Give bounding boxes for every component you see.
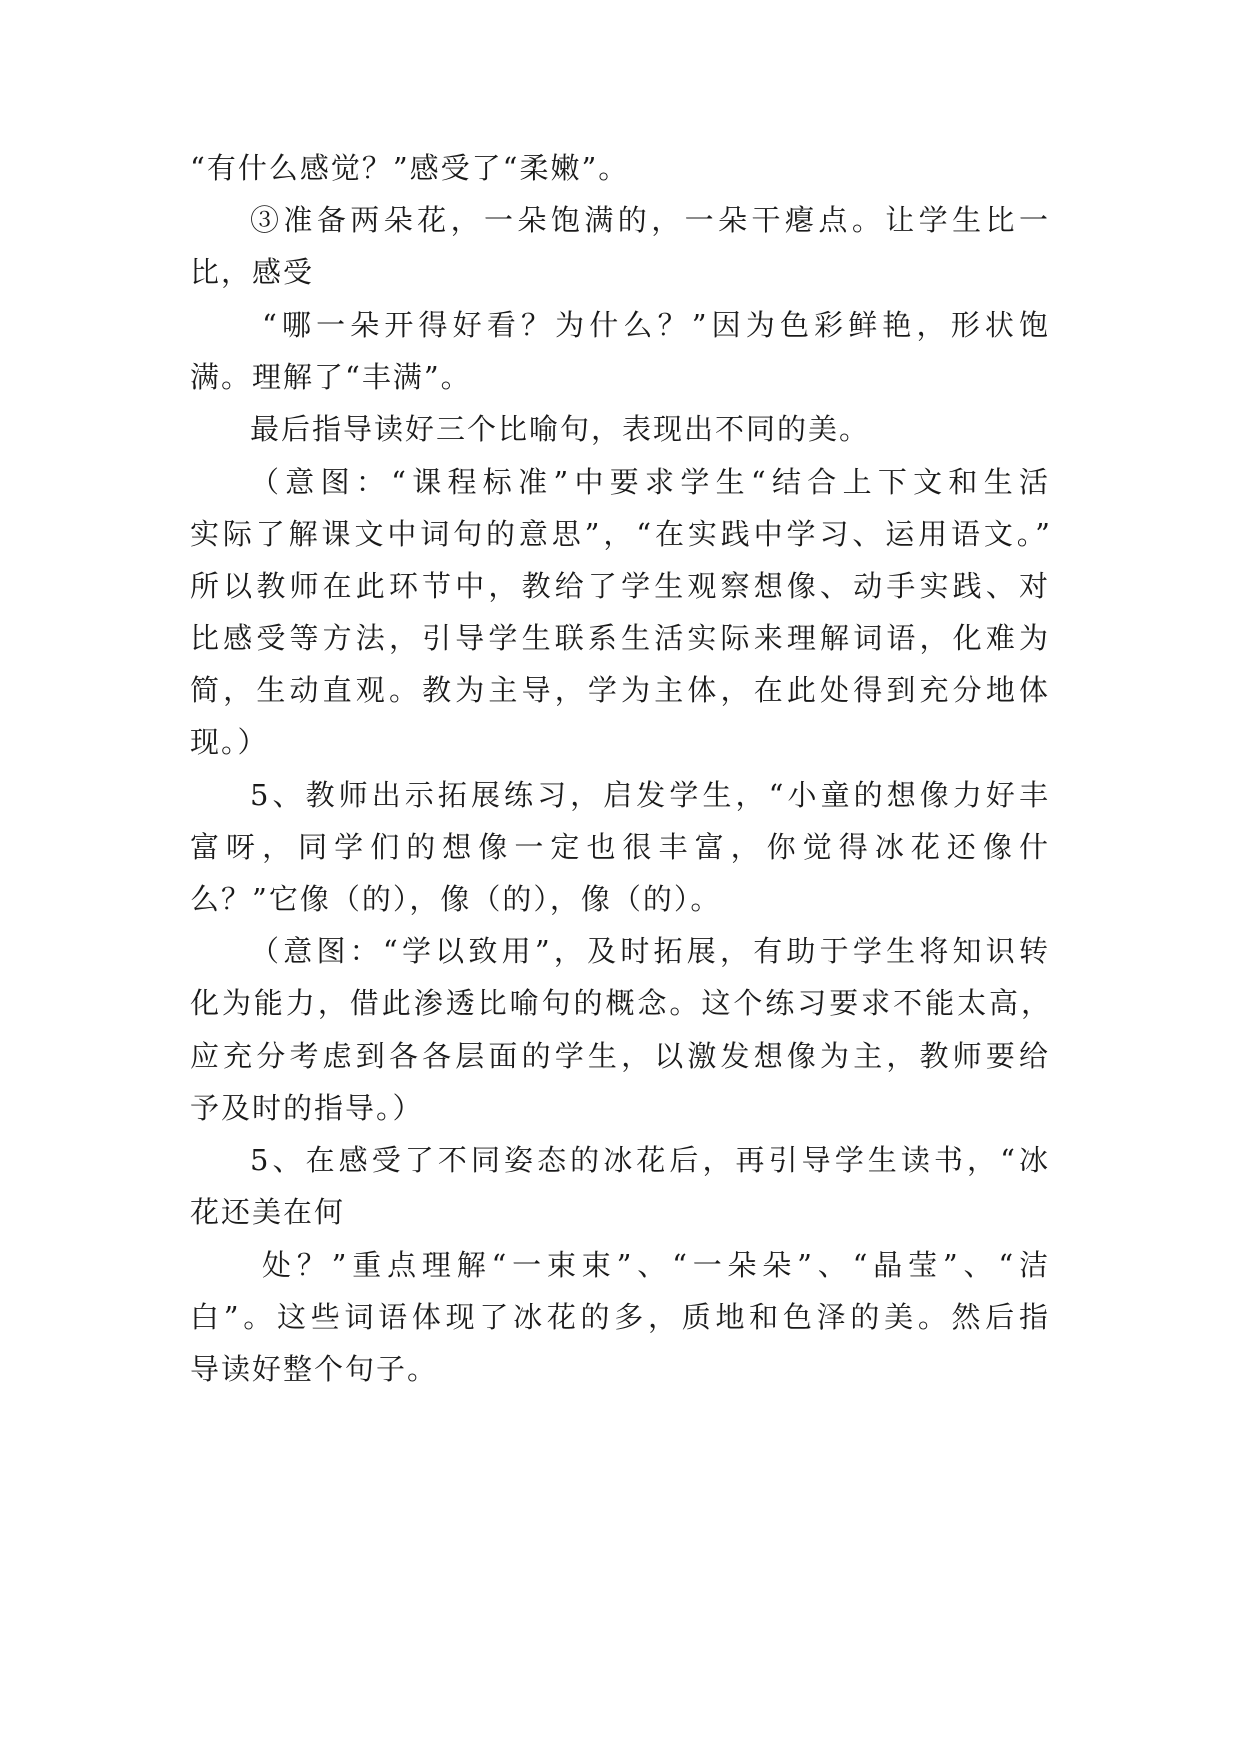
text-line: 导读好整个句子。: [190, 1352, 439, 1386]
text-line: 富呀，同学们的想像一定也很丰富，你觉得冰花还像什: [190, 830, 1050, 864]
text-line: 满。理解了“丰满”。: [190, 360, 472, 394]
text-line: 所以教师在此环节中，教给了学生观察想像、动手实践、对: [190, 569, 1050, 603]
text-line: 比，感受: [190, 255, 315, 289]
text-line: 予及时的指导。）: [190, 1091, 424, 1125]
text-line: 简，生动直观。教为主导，学为主体，在此处得到充分地体: [190, 673, 1050, 707]
text-line: ③准备两朵花，一朵饱满的，一朵干瘪点。让学生比一: [250, 203, 1050, 237]
text-line: 应充分考虑到各各层面的学生，以激发想像为主，教师要给: [190, 1039, 1050, 1073]
text-line: 花还美在何: [190, 1195, 346, 1229]
text-line: 现。）: [190, 725, 269, 759]
text-line: 5、教师出示拓展练习，启发学生，“小童的想像力好丰: [250, 778, 1050, 812]
text-line: （意图：“学以致用”，及时拓展，有助于学生将知识转: [250, 934, 1050, 968]
text-line: 实际了解课文中词句的意思”，“在实践中学习、运用语文。”: [190, 517, 1050, 551]
text-line: 比感受等方法，引导学生联系生活实际来理解词语，化难为: [190, 621, 1050, 655]
text-line: “哪一朵开得好看？为什么？”因为色彩鲜艳，形状饱: [262, 308, 1050, 342]
text-line: “有什么感觉？”感受了“柔嫩”。: [190, 151, 630, 185]
text-line: 处？”重点理解“一束束”、“一朵朵”、“晶莹”、“洁: [262, 1248, 1050, 1282]
text-line: （意图：“课程标准”中要求学生“结合上下文和生活: [250, 465, 1050, 499]
text-line: 白”。这些词语体现了冰花的多，质地和色泽的美。然后指: [190, 1300, 1050, 1334]
text-line: 化为能力，借此渗透比喻句的概念。这个练习要求不能太高，: [190, 986, 1050, 1020]
text-line: 5、在感受了不同姿态的冰花后，再引导学生读书，“冰: [250, 1143, 1050, 1177]
text-line: 最后指导读好三个比喻句，表现出不同的美。: [250, 412, 871, 446]
text-line: 么？”它像（的），像（的），像（的）。: [190, 882, 722, 916]
